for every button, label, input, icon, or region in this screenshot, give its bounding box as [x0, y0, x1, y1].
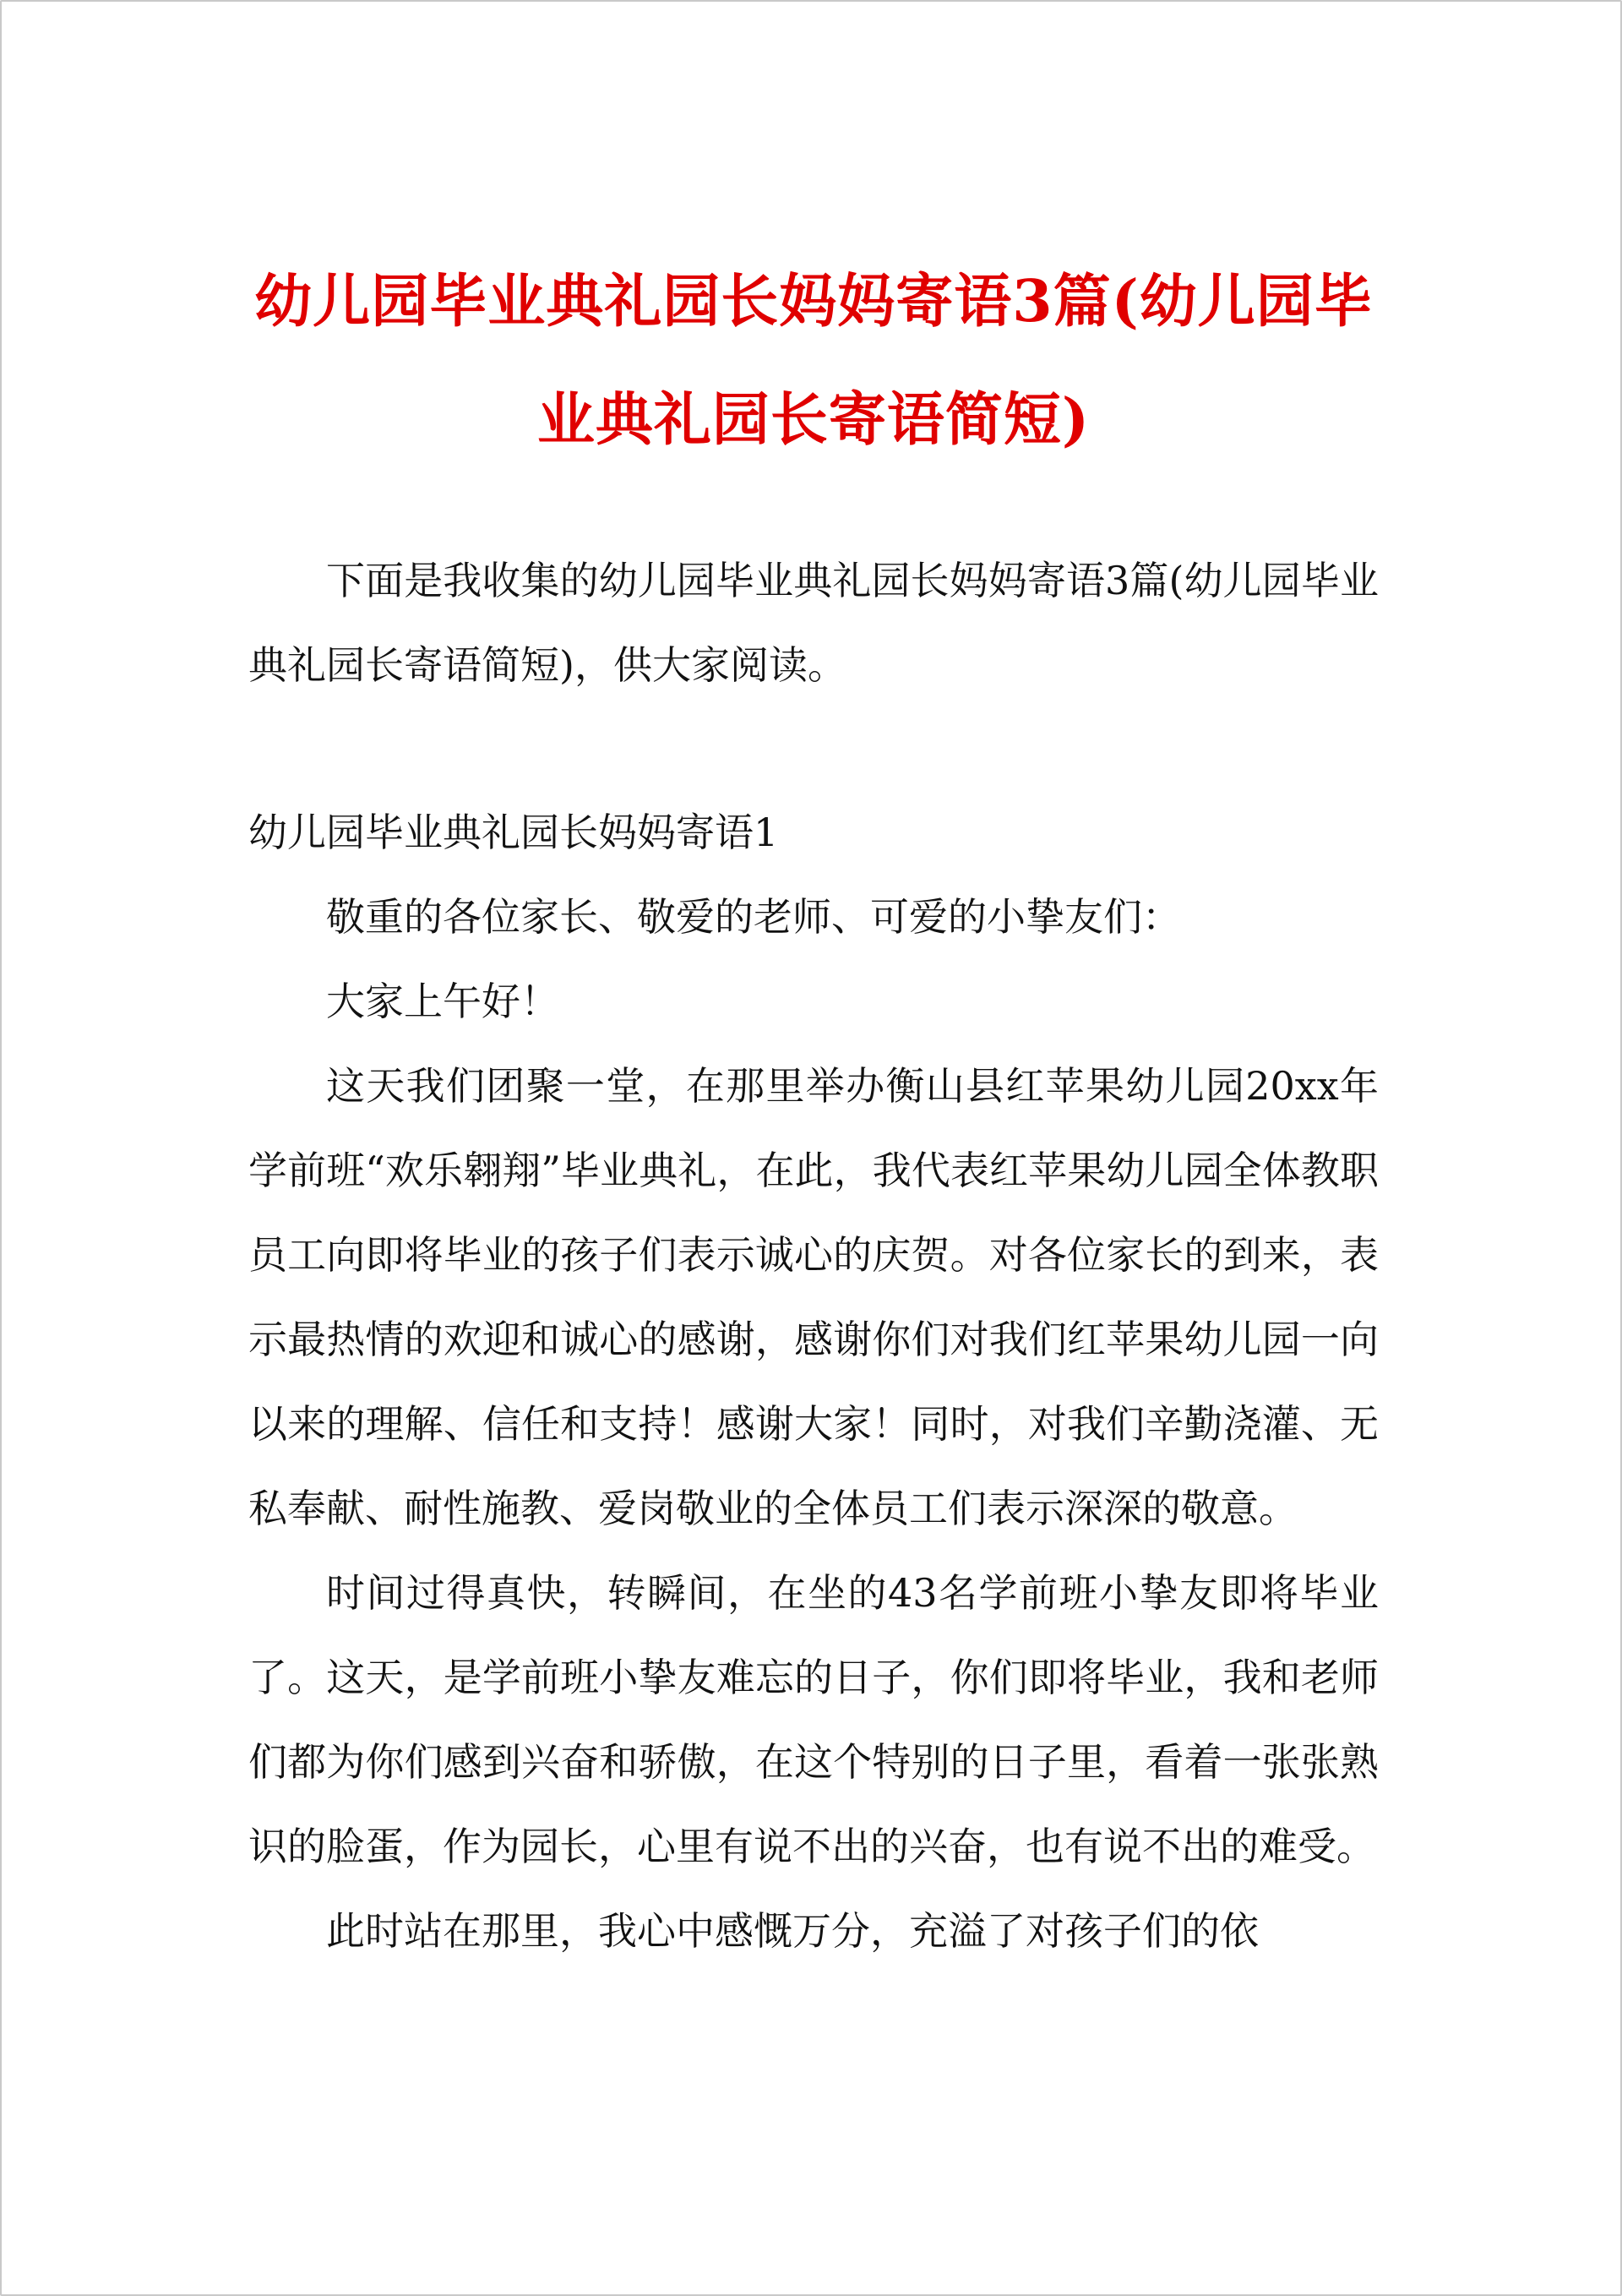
section-heading: 幼儿园毕业典礼园长妈妈寄语1	[248, 810, 779, 855]
body-paragraph: 时间过得真快，转瞬间，在坐的43名学前班小挚友即将毕业了。这天，是学前班小挚友难忘的日子，你们即将毕业，我和老师们都为你们感到兴奋和骄傲，在这个特别的日子里，看着一张张熟识的脸蛋，作为园长，心里有说不出的兴奋，也有说不出的难受。	[248, 1570, 1379, 1869]
intro-paragraph: 下面是我收集的幼儿园毕业典礼园长妈妈寄语3篇(幼儿园毕业典礼园长寄语简短)，供大家阅读。	[248, 558, 1379, 688]
document-content	[248, 243, 1379, 1973]
greeting-paragraph: 大家上午好！	[326, 979, 559, 1024]
salutation-paragraph: 敬重的各位家长、敬爱的老师、可爱的小挚友们：	[326, 894, 1181, 940]
body-paragraph: 此时站在那里，我心中感慨万分，充溢了对孩子们的依	[326, 1908, 1259, 1954]
body-paragraph: 这天我们团聚一堂，在那里举办衡山县红苹果幼儿园20xx年学前班“欢乐翱翔”毕业典礼，在此，我代表红苹果幼儿园全体教职员工向即将毕业的孩子们表示诚心的庆贺。对各位家长的到来，表示最热情的欢迎和诚心的感谢，感谢你们对我们红苹果幼儿园一向以来的理解、信任和支持！感谢大家！同时，对我们辛勤浇灌、无私奉献、耐性施教、爱岗敬业的全体员工们表示深深的敬意。	[248, 1063, 1379, 1531]
document-title: 幼儿园毕业典礼园长妈妈寄语3篇(幼儿园毕业典礼园长寄语简短)	[254, 268, 1373, 454]
